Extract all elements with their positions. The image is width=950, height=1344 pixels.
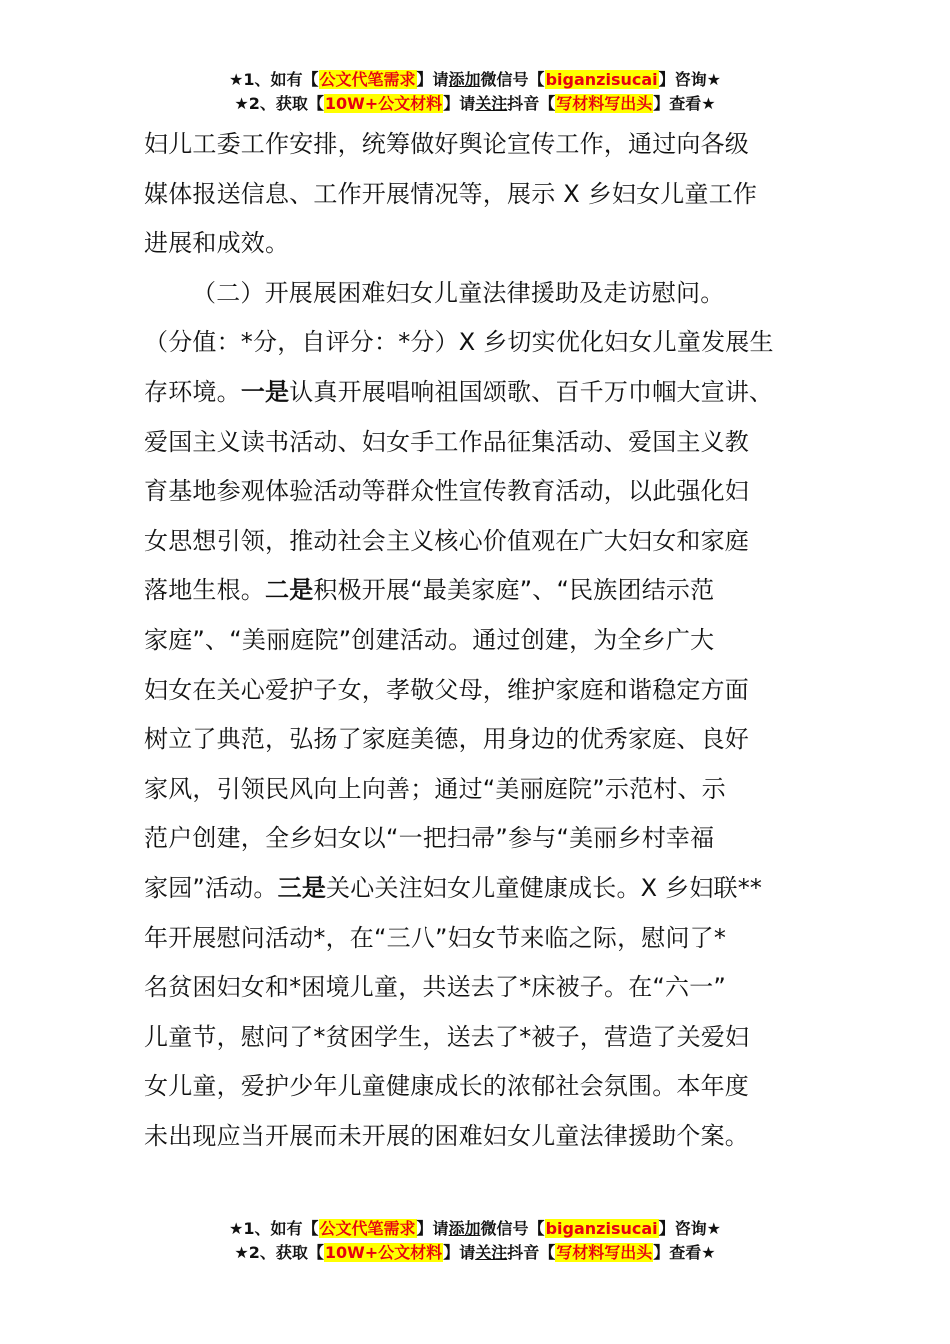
highlight-douyin-account: 写材料写出头 [556, 94, 653, 113]
underlined-text: 添加 [448, 1219, 481, 1238]
text-line: 名贫困妇女和*困境儿童，共送去了*床被子。在“六一” [144, 973, 727, 1002]
star-icon: ★ [234, 1243, 249, 1262]
underlined-text: 关注 [475, 1243, 508, 1262]
text-line: 妇儿工委工作安排，统筹做好舆论宣传工作，通过向各级 [144, 130, 749, 158]
highlight-service: 公文代笔需求 [319, 1219, 416, 1238]
promo-text: 1、如有【 [243, 1219, 319, 1238]
promo-text: 】请 [443, 1243, 476, 1262]
highlight-materials: 10W+公文材料 [324, 94, 443, 113]
star-icon: ★ [229, 70, 244, 89]
text-segment: 家园”活动。 [144, 873, 278, 902]
star-icon: ★ [706, 70, 721, 89]
text-line: 爱国主义读书活动、妇女手工作品征集活动、爱国主义教 [144, 427, 749, 456]
promo-text: 微信号【 [480, 1219, 545, 1238]
text-line [144, 864, 810, 914]
highlight-douyin-account: 写材料写出头 [556, 1243, 653, 1262]
promo-text: 】请 [443, 94, 476, 113]
text-line: 女思想引领，推动社会主义核心价值观在广大妇女和家庭 [144, 526, 749, 555]
promo-text: 抖音【 [507, 94, 556, 113]
text-line: 家风，引领民风向上向善；通过“美丽庭院”示范村、示 [144, 774, 726, 803]
text-segment: 存环境。 [144, 377, 241, 406]
underlined-text: 添加 [448, 70, 481, 89]
star-icon: ★ [706, 1219, 721, 1238]
section-heading: （二）开展展困难妇女儿童法律援助及走访慰问。 [192, 278, 725, 307]
star-icon: ★ [234, 94, 249, 113]
text-line: 家庭”、“美丽庭院”创建活动。通过创建，为全乡广大 [144, 625, 715, 654]
text-segment: 认真开展唱响祖国颂歌、百千万巾帼大宣讲、 [289, 377, 774, 406]
text-line: 范户创建，全乡妇女以“一把扫帚”参与“美丽乡村幸福 [144, 824, 715, 853]
text-line: 妇女在关心爱护子女，孝敬父母，维护家庭和谐稳定方面 [144, 675, 749, 704]
text-line: 进展和成效。 [144, 229, 290, 258]
text-line: （分值：*分，自评分：*分）X 乡切实优化妇女儿童发展生 [144, 328, 774, 357]
text-line: 儿童节，慰问了*贫困学生，送去了*被子，营造了关爱妇 [144, 1022, 750, 1051]
text-line [144, 566, 810, 616]
text-segment: 落地生根。 [144, 576, 265, 605]
text-line: 女儿童，爱护少年儿童健康成长的浓郁社会氛围。本年度 [144, 1072, 749, 1101]
star-icon: ★ [229, 1219, 244, 1238]
bold-marker: 二是 [265, 576, 314, 605]
star-icon: ★ [701, 1243, 716, 1262]
header-promo-banner [0, 68, 950, 116]
promo-text: 】查看 [653, 94, 702, 113]
text-line: 树立了典范，弘扬了家庭美德，用身边的优秀家庭、良好 [144, 725, 749, 754]
highlight-service: 公文代笔需求 [319, 70, 416, 89]
promo-line-2 [0, 92, 950, 116]
bold-marker: 一是 [240, 377, 290, 406]
promo-text: 】请 [416, 70, 449, 89]
highlight-wechat-id: biganzisucai [545, 1219, 658, 1238]
highlight-wechat-id: biganzisucai [545, 70, 658, 89]
promo-text: 】咨询 [658, 1219, 707, 1238]
underlined-text: 关注 [475, 94, 508, 113]
text-line: 育基地参观体验活动等群众性宣传教育活动，以此强化妇 [144, 477, 749, 506]
promo-line-1 [0, 68, 950, 92]
document-body [144, 120, 810, 1161]
promo-line-2 [0, 1241, 950, 1265]
star-icon: ★ [701, 94, 716, 113]
promo-text: 】查看 [653, 1243, 702, 1262]
promo-text: 1、如有【 [243, 70, 319, 89]
highlight-materials: 10W+公文材料 [324, 1243, 443, 1262]
text-segment: 关心关注妇女儿童健康成长。X 乡妇联** [326, 873, 763, 902]
text-line: 未出现应当开展而未开展的困难妇女儿童法律援助个案。 [144, 1121, 749, 1150]
promo-text: 2、获取【 [248, 1243, 324, 1262]
promo-text: 2、获取【 [248, 94, 324, 113]
text-line: 媒体报送信息、工作开展情况等，展示 X 乡妇女儿童工作 [144, 179, 758, 208]
bold-marker: 三是 [277, 873, 327, 902]
text-segment: 积极开展“最美家庭”、“民族团结示范 [313, 576, 715, 605]
promo-text: 抖音【 [507, 1243, 556, 1262]
footer-promo-banner [0, 1217, 950, 1265]
promo-text: 】咨询 [658, 70, 707, 89]
text-line: 年开展慰问活动*，在“三八”妇女节来临之际，慰问了* [144, 923, 727, 952]
promo-text: 】请 [416, 1219, 449, 1238]
promo-line-1 [0, 1217, 950, 1241]
text-line [144, 368, 810, 418]
promo-text: 微信号【 [480, 70, 545, 89]
